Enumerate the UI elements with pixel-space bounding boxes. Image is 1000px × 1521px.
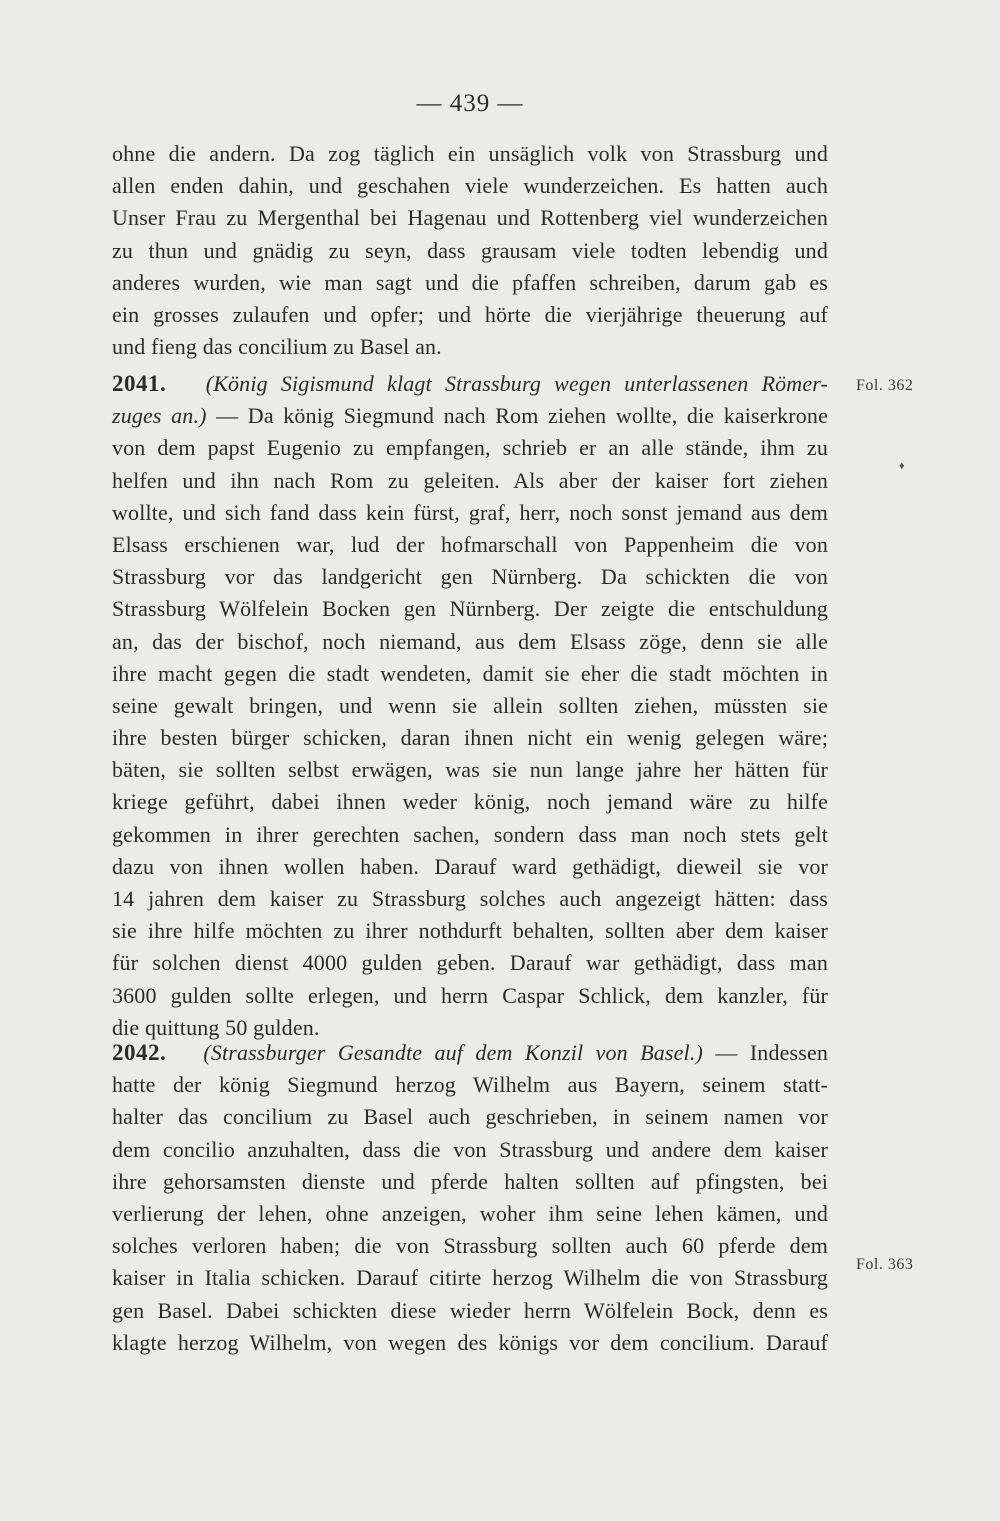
text-line: kaiser in Italia schicken. Darauf citirte herzog Wilhelm die von Strassburg <box>112 1265 828 1291</box>
entry-2041-first-text: — Da könig Siegmund nach Rom ziehen wollte, die kaiserkrone <box>206 403 828 429</box>
text-line: kriege geführt, dabei ihnen weder könig, noch jemand wäre zu hilfe <box>112 789 828 815</box>
margin-note-fol-363: Fol. 363 <box>856 1256 914 1273</box>
entry-2042-first-text: — Indessen <box>702 1040 829 1065</box>
text-line: hatte der könig Siegmund herzog Wilhelm aus Bayern, seinem statt- <box>112 1072 828 1098</box>
entry-2041-body <box>112 432 828 1044</box>
text-line: gen Basel. Dabei schickten diese wieder herrn Wölfelein Bock, denn es <box>112 1297 828 1323</box>
paragraph-continuation <box>112 138 828 363</box>
text-line: klagte herzog Wilhelm, von wegen des königs vor dem concilium. Darauf <box>112 1329 828 1355</box>
text-line: solches verloren haben; die von Strassburg sollten auch 60 pferde dem <box>112 1233 828 1259</box>
text-line: halter das concilium zu Basel auch geschrieben, in seinem namen vor <box>112 1104 828 1130</box>
text-line: dem concilio anzuhalten, dass die von Strassburg und andere dem kaiser <box>112 1136 828 1162</box>
text-line: seine gewalt bringen, und wenn sie allein sollten ziehen, müssten sie <box>112 692 828 718</box>
entry-2042 <box>112 1037 828 1359</box>
text-line: dazu von ihnen wollen haben. Darauf ward gethädigt, dieweil sie vor <box>112 853 828 879</box>
text-line: ein grosses zulaufen und opfer; und hörte die vierjährige theuerung auf <box>112 301 828 327</box>
entry-2041-heading-line <box>112 368 828 400</box>
text-line: Strassburg Wölfelein Bocken gen Nürnberg. Der zeigte die entschuldung <box>112 596 828 622</box>
text-line: Elsass erschienen war, lud der hofmarschall von Pappenheim die von <box>112 531 828 557</box>
text-line: 14 jahren dem kaiser zu Strassburg solches auch angezeigt hätten: dass <box>112 886 828 911</box>
text-line: die quittung 50 gulden. <box>112 1014 320 1040</box>
text-line: wollte, und sich fand dass kein fürst, graf, herr, noch sonst jemand aus dem <box>112 499 828 525</box>
text-line: Strassburg vor das landgericht gen Nürnberg. Da schickten die von <box>112 564 828 590</box>
text-line: ohne die andern. Da zog täglich ein unsäglich volk von Strassburg und <box>112 141 828 166</box>
text-line: für solchen dienst 4000 gulden geben. Darauf war gethädigt, dass man <box>112 950 828 976</box>
entry-2041-title: (König Sigismund klagt Strassburg wegen unterlassenen Römer- <box>205 371 829 396</box>
entry-2042-heading-line <box>112 1037 828 1069</box>
text-line: zu thun und gnädig zu seyn, dass grausam viele todten lebendig und <box>112 237 828 263</box>
entry-2042-title: (Strassburger Gesandte auf dem Konzil von Basel.) <box>203 1040 703 1065</box>
entry-2041 <box>112 368 828 1044</box>
entry-2041-title-cont: zuges an.) <box>112 403 207 429</box>
margin-note-fol-362: Fol. 362 <box>856 377 914 394</box>
text-line: gekommen in ihrer gerechten sachen, sondern dass man noch stets gelt <box>112 821 828 847</box>
text-line: allen enden dahin, und geschahen viele wunderzeichen. Es hatten auch <box>112 173 828 199</box>
entry-2041-number: 2041. <box>112 371 167 396</box>
text-line: sie ihre hilfe möchten zu ihrer nothdurft behalten, sollten aber dem kaiser <box>112 918 828 944</box>
text-line: von dem papst Eugenio zu empfangen, schrieb er an alle stände, ihm zu <box>112 435 828 461</box>
text-line: bäten, sie sollten selbst erwägen, was sie nun lange jahre her hätten für <box>112 757 828 783</box>
page-number: — 439 — <box>416 90 524 117</box>
text-line: ihre macht gegen die stadt wendeten, damit sie eher die stadt möchten in <box>112 660 828 686</box>
text-line: Unser Frau zu Mergenthal bei Hagenau und Rottenberg viel wunderzeichen <box>112 205 828 231</box>
text-line: und fieng das concilium zu Basel an. <box>112 334 442 360</box>
margin-mark-icon: ♦ <box>899 460 905 472</box>
text-line: helfen und ihn nach Rom zu geleiten. Als aber der kaiser fort ziehen <box>112 467 828 493</box>
text-line: ihre gehorsamsten dienste und pferde halten sollten auf pfingsten, bei <box>112 1168 828 1194</box>
text-line: ihre besten bürger schicken, daran ihnen nicht ein wenig gelegen wäre; <box>112 725 828 751</box>
text-line: an, das der bischof, noch niemand, aus dem Elsass zöge, denn sie alle <box>112 628 828 654</box>
text-line: anderes wurden, wie man sagt und die pfaffen schreiben, darum gab es <box>112 269 828 295</box>
entry-2042-body <box>112 1069 828 1359</box>
text-line: 3600 gulden sollte erlegen, und herrn Caspar Schlick, dem kanzler, für <box>112 982 828 1008</box>
text-line: verlierung der lehen, ohne anzeigen, woher ihm seine lehen kämen, und <box>112 1200 828 1226</box>
entry-2041-second-line <box>112 400 828 432</box>
entry-2042-number: 2042. <box>112 1040 167 1065</box>
